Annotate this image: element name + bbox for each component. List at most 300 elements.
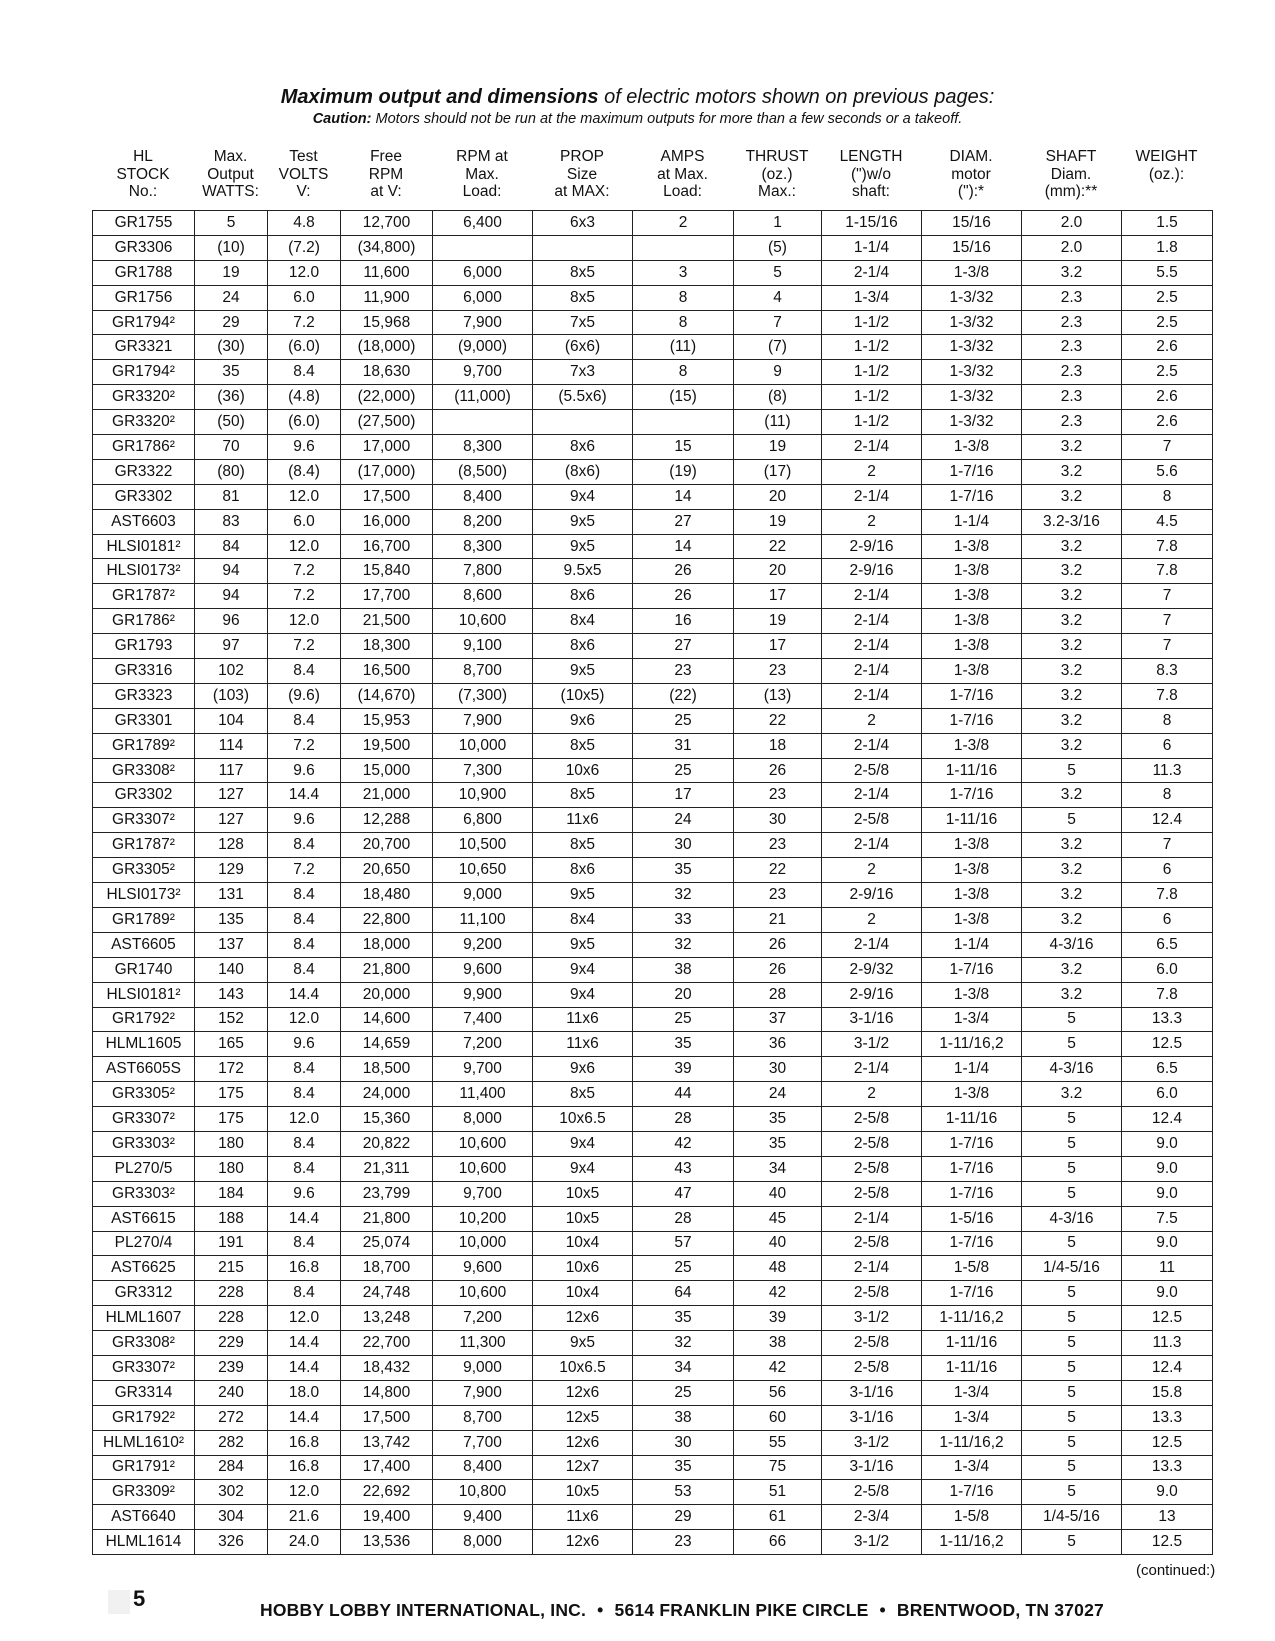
- caution-label: Caution:: [312, 111, 372, 127]
- table-cell: 7.2: [268, 559, 341, 584]
- table-cell: 2-5/8: [822, 1355, 922, 1380]
- table-cell: 1-3/8: [922, 733, 1022, 758]
- table-cell: 7,900: [433, 1380, 533, 1405]
- table-cell: 1-3/8: [922, 260, 1022, 285]
- table-cell: 11.3: [1122, 1331, 1213, 1356]
- table-cell: 30: [633, 833, 734, 858]
- column-header: PROP Size at MAX:: [554, 148, 610, 200]
- table-cell: 70: [195, 435, 268, 460]
- table-row: [93, 907, 1213, 932]
- table-cell: (6.0): [268, 410, 341, 435]
- table-cell: 2-1/4: [822, 683, 922, 708]
- table-cell: 1-15/16: [822, 211, 922, 236]
- table-cell: 13,536: [341, 1530, 433, 1555]
- table-cell: 17,500: [341, 1405, 433, 1430]
- table-cell: 8x4: [533, 907, 633, 932]
- table-row: [93, 1256, 1213, 1281]
- table-cell: 1-3/4: [922, 1405, 1022, 1430]
- column-header: WEIGHT (oz.):: [1135, 148, 1198, 183]
- table-cell: 38: [633, 957, 734, 982]
- table-row: [93, 1505, 1213, 1530]
- table-cell: 10,800: [433, 1480, 533, 1505]
- table-cell: 2: [822, 459, 922, 484]
- table-cell: 16,700: [341, 534, 433, 559]
- table-cell: 1-3/8: [922, 1082, 1022, 1107]
- table-cell: 5.5: [1122, 260, 1213, 285]
- table-cell: 127: [195, 783, 268, 808]
- table-cell: 12.5: [1122, 1306, 1213, 1331]
- table-cell: 8.4: [268, 1082, 341, 1107]
- table-cell: 1-7/16: [922, 1156, 1022, 1181]
- table-cell: 5: [1022, 1306, 1122, 1331]
- table-cell: 10,200: [433, 1206, 533, 1231]
- table-cell: 8x5: [533, 260, 633, 285]
- table-cell: 9,600: [433, 1256, 533, 1281]
- table-cell: GR3303²: [93, 1131, 195, 1156]
- table-cell: 6: [1122, 907, 1213, 932]
- table-cell: [433, 235, 533, 260]
- table-cell: 1/4-5/16: [1022, 1256, 1122, 1281]
- table-cell: 43: [633, 1156, 734, 1181]
- table-cell: 2: [822, 1082, 922, 1107]
- table-cell: GR3320²: [93, 410, 195, 435]
- table-cell: 5: [1022, 1430, 1122, 1455]
- table-cell: 8.4: [268, 708, 341, 733]
- table-cell: 8x5: [533, 285, 633, 310]
- table-row: [93, 708, 1213, 733]
- table-cell: 10,600: [433, 1281, 533, 1306]
- table-cell: 14.4: [268, 1331, 341, 1356]
- table-cell: 1-7/16: [922, 484, 1022, 509]
- table-cell: (27,500): [341, 410, 433, 435]
- table-cell: 6,800: [433, 808, 533, 833]
- table-cell: 12.0: [268, 1007, 341, 1032]
- table-cell: 18,630: [341, 360, 433, 385]
- table-cell: 28: [633, 1107, 734, 1132]
- table-cell: GR1787²: [93, 833, 195, 858]
- table-cell: 5: [734, 260, 822, 285]
- table-cell: 19: [734, 609, 822, 634]
- table-cell: 25: [633, 708, 734, 733]
- table-cell: 10,600: [433, 609, 533, 634]
- table-cell: 2.3: [1022, 310, 1122, 335]
- table-cell: 11,100: [433, 907, 533, 932]
- table-cell: 16.8: [268, 1256, 341, 1281]
- table-cell: 13.3: [1122, 1405, 1213, 1430]
- table-cell: (8x6): [533, 459, 633, 484]
- table-row: [93, 1181, 1213, 1206]
- table-row: [93, 1057, 1213, 1082]
- table-cell: 84: [195, 534, 268, 559]
- table-cell: 7.2: [268, 310, 341, 335]
- table-cell: 20,000: [341, 982, 433, 1007]
- table-row: [93, 1430, 1213, 1455]
- table-cell: (5): [734, 235, 822, 260]
- table-cell: 12x6: [533, 1380, 633, 1405]
- table-cell: 11,400: [433, 1082, 533, 1107]
- table-row: [93, 1231, 1213, 1256]
- table-cell: AST6605: [93, 932, 195, 957]
- table-cell: 2-1/4: [822, 260, 922, 285]
- table-row: [93, 235, 1213, 260]
- table-cell: 8,700: [433, 659, 533, 684]
- table-cell: GR3306: [93, 235, 195, 260]
- table-cell: 7: [1122, 435, 1213, 460]
- table-cell: 57: [633, 1231, 734, 1256]
- table-cell: HLML1614: [93, 1530, 195, 1555]
- table-cell: 28: [633, 1206, 734, 1231]
- table-cell: 10x4: [533, 1281, 633, 1306]
- table-cell: 55: [734, 1430, 822, 1455]
- table-cell: 1-3/32: [922, 310, 1022, 335]
- table-cell: 5: [1022, 1380, 1122, 1405]
- table-cell: 27: [633, 634, 734, 659]
- table-cell: 8.4: [268, 1156, 341, 1181]
- table-cell: 8,400: [433, 1455, 533, 1480]
- table-cell: 9x4: [533, 1131, 633, 1156]
- table-cell: 2-5/8: [822, 1156, 922, 1181]
- table-cell: 1-1/2: [822, 385, 922, 410]
- table-cell: 24: [633, 808, 734, 833]
- table-cell: 20: [734, 559, 822, 584]
- table-cell: 10x6.5: [533, 1355, 633, 1380]
- table-cell: 6.0: [268, 285, 341, 310]
- table-cell: 13,742: [341, 1430, 433, 1455]
- table-cell: 12.4: [1122, 1355, 1213, 1380]
- table-cell: 8: [633, 360, 734, 385]
- table-cell: (19): [633, 459, 734, 484]
- table-cell: 1-11/16: [922, 808, 1022, 833]
- caution-text: Motors should not be run at the maximum outputs for more than a few seconds or a takeoff.: [371, 111, 963, 127]
- table-cell: 1-3/8: [922, 858, 1022, 883]
- table-cell: GR1788: [93, 260, 195, 285]
- table-cell: 135: [195, 907, 268, 932]
- table-cell: 10x6.5: [533, 1107, 633, 1132]
- table-cell: 12x6: [533, 1530, 633, 1555]
- table-cell: 18,500: [341, 1057, 433, 1082]
- table-cell: 2.5: [1122, 285, 1213, 310]
- table-cell: 3.2: [1022, 833, 1122, 858]
- table-cell: 1-3/32: [922, 335, 1022, 360]
- table-cell: 20: [633, 982, 734, 1007]
- table-cell: 272: [195, 1405, 268, 1430]
- table-cell: 1-1/4: [922, 932, 1022, 957]
- table-cell: 19: [734, 509, 822, 534]
- table-row: [93, 1455, 1213, 1480]
- table-cell: 7,800: [433, 559, 533, 584]
- table-cell: 8.4: [268, 360, 341, 385]
- table-cell: 2.3: [1022, 385, 1122, 410]
- table-cell: 26: [633, 559, 734, 584]
- table-cell: 2-9/16: [822, 883, 922, 908]
- table-cell: 5: [1022, 1181, 1122, 1206]
- table-cell: 3.2: [1022, 858, 1122, 883]
- table-row: [93, 634, 1213, 659]
- table-cell: 26: [633, 584, 734, 609]
- table-cell: 5: [1022, 1480, 1122, 1505]
- table-cell: 7: [1122, 609, 1213, 634]
- column-header: THRUST (oz.) Max.:: [745, 148, 809, 200]
- table-cell: 2-5/8: [822, 1480, 922, 1505]
- table-cell: 3.2: [1022, 982, 1122, 1007]
- table-cell: GR1794²: [93, 360, 195, 385]
- table-cell: 302: [195, 1480, 268, 1505]
- table-cell: 10,000: [433, 733, 533, 758]
- table-cell: 2.3: [1022, 410, 1122, 435]
- table-cell: 3.2: [1022, 634, 1122, 659]
- table-cell: 8.4: [268, 932, 341, 957]
- table-cell: 2-1/4: [822, 1057, 922, 1082]
- table-row: [93, 385, 1213, 410]
- table-cell: 45: [734, 1206, 822, 1231]
- table-cell: 1.8: [1122, 235, 1213, 260]
- table-cell: 8.3: [1122, 659, 1213, 684]
- table-cell: 6: [1122, 733, 1213, 758]
- table-cell: GR3307²: [93, 1355, 195, 1380]
- table-cell: 34: [633, 1355, 734, 1380]
- table-cell: 7: [734, 310, 822, 335]
- table-cell: 7,900: [433, 310, 533, 335]
- table-cell: 5: [1022, 1007, 1122, 1032]
- table-cell: 2-1/4: [822, 609, 922, 634]
- table-cell: 17: [633, 783, 734, 808]
- table-cell: 30: [734, 808, 822, 833]
- table-cell: 4.8: [268, 211, 341, 236]
- table-cell: 25: [633, 1007, 734, 1032]
- table-cell: 1-1/4: [922, 1057, 1022, 1082]
- table-cell: 17,400: [341, 1455, 433, 1480]
- table-cell: 22,700: [341, 1331, 433, 1356]
- table-cell: GR3307²: [93, 808, 195, 833]
- table-cell: 34: [734, 1156, 822, 1181]
- table-row: [93, 1156, 1213, 1181]
- table-cell: 19: [195, 260, 268, 285]
- table-cell: 104: [195, 708, 268, 733]
- table-cell: 8x6: [533, 634, 633, 659]
- table-cell: 15,968: [341, 310, 433, 335]
- table-cell: 2-5/8: [822, 1231, 922, 1256]
- table-cell: (8,500): [433, 459, 533, 484]
- table-cell: 16.8: [268, 1430, 341, 1455]
- column-header: AMPS at Max. Load:: [657, 148, 708, 200]
- table-cell: 2-9/16: [822, 534, 922, 559]
- table-cell: 51: [734, 1480, 822, 1505]
- table-cell: 25,074: [341, 1231, 433, 1256]
- table-cell: 2-1/4: [822, 584, 922, 609]
- table-cell: 180: [195, 1156, 268, 1181]
- table-cell: 42: [734, 1355, 822, 1380]
- table-cell: 5: [1022, 1231, 1122, 1256]
- table-cell: (10x5): [533, 683, 633, 708]
- table-cell: 19,500: [341, 733, 433, 758]
- table-cell: 8.4: [268, 957, 341, 982]
- table-cell: 1-3/8: [922, 833, 1022, 858]
- table-cell: 12x6: [533, 1430, 633, 1455]
- table-cell: [433, 410, 533, 435]
- table-cell: 3.2: [1022, 260, 1122, 285]
- table-cell: AST6615: [93, 1206, 195, 1231]
- table-cell: 3.2: [1022, 484, 1122, 509]
- table-cell: 2-1/4: [822, 833, 922, 858]
- table-cell: 8x6: [533, 435, 633, 460]
- table-cell: 8,000: [433, 1530, 533, 1555]
- table-cell: 8: [1122, 484, 1213, 509]
- table-cell: 15,953: [341, 708, 433, 733]
- table-cell: 13.3: [1122, 1455, 1213, 1480]
- table-cell: 17,000: [341, 435, 433, 460]
- table-cell: 30: [734, 1057, 822, 1082]
- table-cell: 3.2-3/16: [1022, 509, 1122, 534]
- footer-company: HOBBY LOBBY INTERNATIONAL, INC.: [260, 1600, 587, 1620]
- table-cell: 8x5: [533, 1082, 633, 1107]
- table-cell: 2-5/8: [822, 1181, 922, 1206]
- table-cell: 1-3/8: [922, 584, 1022, 609]
- table-cell: 21,800: [341, 957, 433, 982]
- table-cell: 94: [195, 559, 268, 584]
- table-row: [93, 260, 1213, 285]
- table-cell: 7,700: [433, 1430, 533, 1455]
- table-cell: 21,800: [341, 1206, 433, 1231]
- table-cell: 14.4: [268, 1405, 341, 1430]
- table-cell: (36): [195, 385, 268, 410]
- table-cell: 14.4: [268, 1355, 341, 1380]
- table-row: [93, 1306, 1213, 1331]
- table-cell: 26: [734, 758, 822, 783]
- table-cell: 3.2: [1022, 534, 1122, 559]
- table-cell: 23: [633, 659, 734, 684]
- table-cell: (14,670): [341, 683, 433, 708]
- table-cell: 8,300: [433, 534, 533, 559]
- table-cell: 6,400: [433, 211, 533, 236]
- table-cell: 5: [1022, 758, 1122, 783]
- column-header: DIAM. motor ("):*: [949, 148, 993, 200]
- table-row: [93, 1530, 1213, 1555]
- table-cell: 5: [1022, 1355, 1122, 1380]
- table-cell: 75: [734, 1455, 822, 1480]
- table-cell: 7.2: [268, 858, 341, 883]
- table-cell: (11,000): [433, 385, 533, 410]
- table-cell: 152: [195, 1007, 268, 1032]
- table-cell: 15.8: [1122, 1380, 1213, 1405]
- table-cell: 25: [633, 1256, 734, 1281]
- table-cell: (22): [633, 683, 734, 708]
- table-cell: 1-5/16: [922, 1206, 1022, 1231]
- table-cell: 9x6: [533, 708, 633, 733]
- table-cell: 3-1/2: [822, 1530, 922, 1555]
- table-cell: 2.6: [1122, 385, 1213, 410]
- table-cell: 9x4: [533, 957, 633, 982]
- table-cell: 4-3/16: [1022, 932, 1122, 957]
- table-cell: 12.0: [268, 1480, 341, 1505]
- table-row: [93, 1206, 1213, 1231]
- table-cell: 20,822: [341, 1131, 433, 1156]
- table-cell: 3.2: [1022, 783, 1122, 808]
- table-cell: 2-1/4: [822, 932, 922, 957]
- table-cell: GR1794²: [93, 310, 195, 335]
- table-cell: 9,200: [433, 932, 533, 957]
- table-cell: 7.8: [1122, 982, 1213, 1007]
- table-cell: 8x4: [533, 609, 633, 634]
- table-cell: 1-5/8: [922, 1505, 1022, 1530]
- table-cell: 40: [734, 1231, 822, 1256]
- table-cell: 2-9/32: [822, 957, 922, 982]
- table-cell: 23: [734, 833, 822, 858]
- table-cell: [633, 410, 734, 435]
- table-cell: 22,692: [341, 1480, 433, 1505]
- motor-table: [92, 210, 1213, 1555]
- table-cell: HLML1607: [93, 1306, 195, 1331]
- table-cell: 4-3/16: [1022, 1206, 1122, 1231]
- table-cell: 175: [195, 1107, 268, 1132]
- table-cell: 36: [734, 1032, 822, 1057]
- caution-note: [0, 110, 1275, 128]
- table-cell: 10x6: [533, 758, 633, 783]
- table-cell: 9x5: [533, 883, 633, 908]
- table-cell: 14,600: [341, 1007, 433, 1032]
- table-cell: 38: [734, 1331, 822, 1356]
- table-cell: 9,000: [433, 1355, 533, 1380]
- table-cell: 14.4: [268, 783, 341, 808]
- table-row: [93, 584, 1213, 609]
- table-cell: 12.0: [268, 1306, 341, 1331]
- table-cell: 13,248: [341, 1306, 433, 1331]
- table-cell: 9,000: [433, 883, 533, 908]
- table-row: [93, 659, 1213, 684]
- table-cell: 1-3/4: [922, 1007, 1022, 1032]
- table-row: [93, 1480, 1213, 1505]
- table-cell: (11): [633, 335, 734, 360]
- page-title: [0, 86, 1275, 108]
- table-cell: (8.4): [268, 459, 341, 484]
- table-cell: 12x5: [533, 1405, 633, 1430]
- table-cell: 9x5: [533, 659, 633, 684]
- table-cell: 25: [633, 1380, 734, 1405]
- table-cell: 16,500: [341, 659, 433, 684]
- table-cell: (10): [195, 235, 268, 260]
- table-cell: 6.0: [1122, 1082, 1213, 1107]
- table-cell: 2.3: [1022, 285, 1122, 310]
- table-cell: 9.6: [268, 1181, 341, 1206]
- table-cell: 17,500: [341, 484, 433, 509]
- table-cell: 12.4: [1122, 808, 1213, 833]
- table-cell: 5: [1022, 1107, 1122, 1132]
- table-row: [93, 484, 1213, 509]
- table-cell: 3.2: [1022, 584, 1122, 609]
- table-row: [93, 1032, 1213, 1057]
- table-row: [93, 609, 1213, 634]
- table-cell: 24,748: [341, 1281, 433, 1306]
- table-cell: 7.8: [1122, 683, 1213, 708]
- table-cell: GR3301: [93, 708, 195, 733]
- table-cell: 102: [195, 659, 268, 684]
- table-cell: 12.0: [268, 534, 341, 559]
- table-cell: 2-1/4: [822, 1256, 922, 1281]
- table-cell: 2-9/16: [822, 559, 922, 584]
- table-cell: 117: [195, 758, 268, 783]
- table-cell: 8.4: [268, 1131, 341, 1156]
- table-cell: 3-1/16: [822, 1007, 922, 1032]
- table-cell: 8.4: [268, 1281, 341, 1306]
- table-cell: 14,800: [341, 1380, 433, 1405]
- table-cell: 3.2: [1022, 957, 1122, 982]
- table-cell: 9.6: [268, 435, 341, 460]
- table-cell: GR3305²: [93, 1082, 195, 1107]
- table-cell: 7.2: [268, 733, 341, 758]
- table-cell: 60: [734, 1405, 822, 1430]
- table-cell: 1-3/32: [922, 285, 1022, 310]
- footer-separator: •: [879, 1600, 886, 1620]
- table-cell: 11,600: [341, 260, 433, 285]
